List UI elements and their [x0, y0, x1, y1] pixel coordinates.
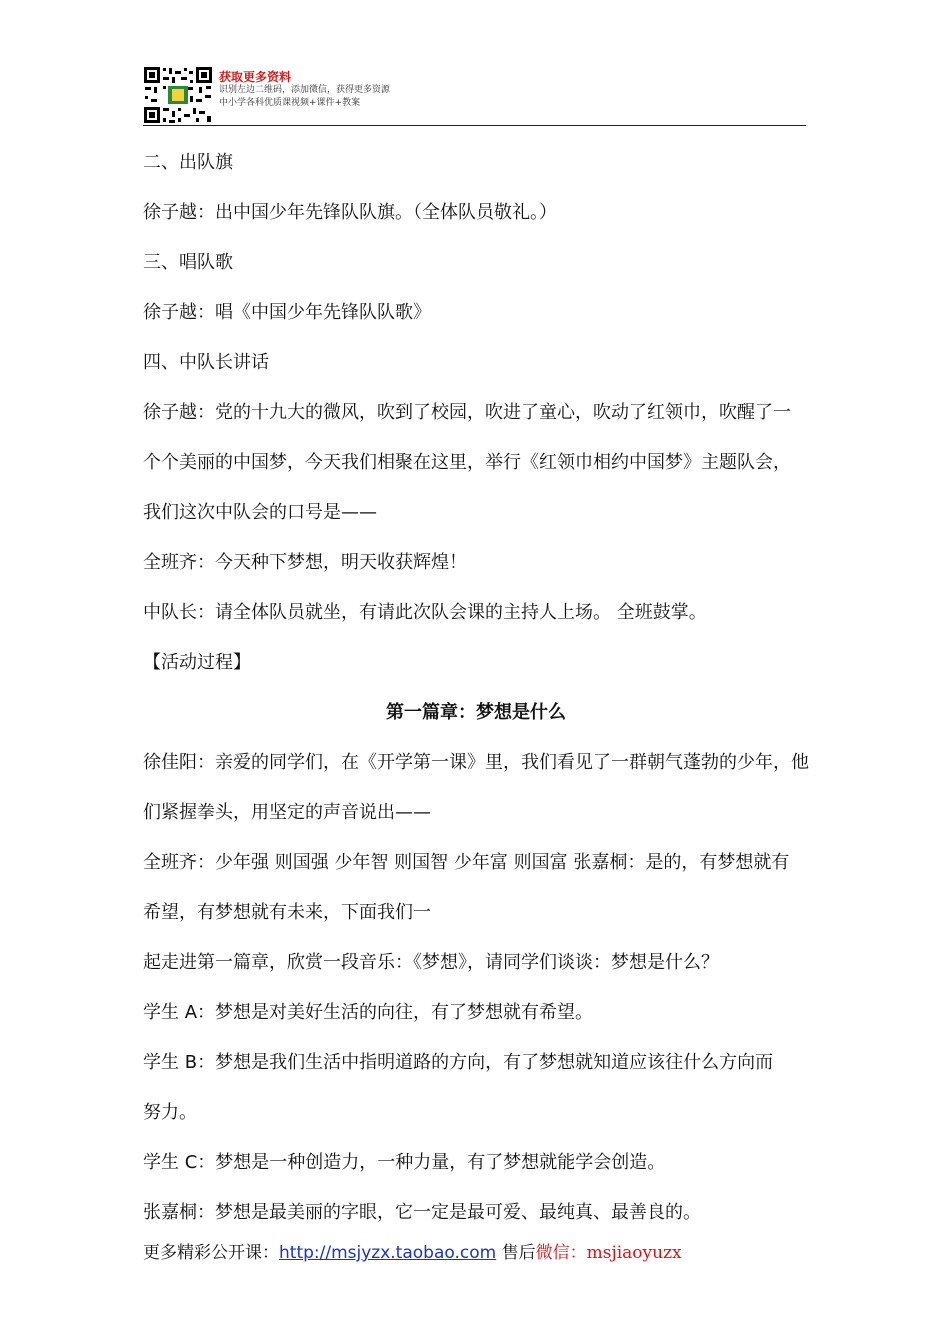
- section-heading: 二、出队旗: [143, 152, 233, 173]
- paragraph: 张嘉桐：梦想是最美丽的字眼，它一定是最可爱、最纯真、最善良的。: [143, 1202, 701, 1223]
- footer-after: 售后: [496, 1243, 536, 1263]
- paragraph: 我们这次中队会的口号是——: [143, 502, 377, 523]
- paragraph: 学生 B：梦想是我们生活中指明道路的方向，有了梦想就知道应该往什么方向而: [143, 1052, 774, 1073]
- paragraph: 努力。: [143, 1102, 197, 1123]
- document-body: [143, 138, 809, 1238]
- paragraph: 徐子越：出中国少年先锋队队旗。（全体队员敬礼。）: [143, 202, 557, 223]
- section-heading: 四、中队长讲话: [143, 352, 269, 373]
- page-footer: [143, 1238, 682, 1263]
- page-header: [143, 66, 806, 126]
- header-text: [219, 70, 390, 110]
- paragraph: 起走进第一篇章，欣赏一段音乐：《梦想》，请同学们谈谈：梦想是什么？: [143, 952, 719, 973]
- section-heading: 【活动过程】: [143, 652, 251, 673]
- paragraph: 学生 A：梦想是对美好生活的向往，有了梦想就有希望。: [143, 1002, 594, 1023]
- paragraph: 中队长：请全体队员就坐，有请此次队会课的主持人上场。 全班鼓掌。: [143, 602, 707, 623]
- paragraph: 个个美丽的中国梦，今天我们相聚在这里，举行《红领巾相约中国梦》主题队会，: [143, 452, 791, 473]
- header-line-2: 中小学各科优质课视频+课件+教案: [219, 98, 361, 108]
- header-line-1: 识别左边二维码，添加微信，获得更多资源: [219, 85, 391, 95]
- header-divider: [143, 125, 806, 126]
- paragraph: 徐子越：唱《中国少年先锋队队歌》: [143, 302, 431, 323]
- paragraph: 学生 C：梦想是一种创造力，一种力量，有了梦想就能学会创造。: [143, 1152, 666, 1173]
- chapter-title: 第一篇章：梦想是什么: [386, 702, 566, 723]
- footer-wechat-id: msjiaoyuzx: [586, 1243, 682, 1263]
- footer-wechat-label: 微信：: [535, 1243, 587, 1263]
- section-heading: 三、唱队歌: [143, 252, 233, 273]
- paragraph: 徐子越：党的十九大的微风，吹到了校园，吹进了童心，吹动了红领巾，吹醒了一: [143, 402, 791, 423]
- paragraph: 全班齐：今天种下梦想，明天收获辉煌！: [143, 552, 467, 573]
- header-title: 获取更多资料: [219, 70, 292, 84]
- paragraph: 希望，有梦想就有未来，下面我们一: [143, 902, 431, 923]
- qr-code-image: [143, 66, 213, 124]
- footer-link[interactable]: http://msjyzx.taobao.com: [279, 1243, 497, 1263]
- footer-prefix: 更多精彩公开课：: [143, 1243, 279, 1263]
- paragraph: 徐佳阳：亲爱的同学们，在《开学第一课》里，我们看见了一群朝气蓬勃的少年，他: [143, 752, 809, 773]
- paragraph: 全班齐：少年强 则国强 少年智 则国智 少年富 则国富 张嘉桐：是的，有梦想就有: [143, 852, 790, 873]
- paragraph: 们紧握拳头，用坚定的声音说出——: [143, 802, 431, 823]
